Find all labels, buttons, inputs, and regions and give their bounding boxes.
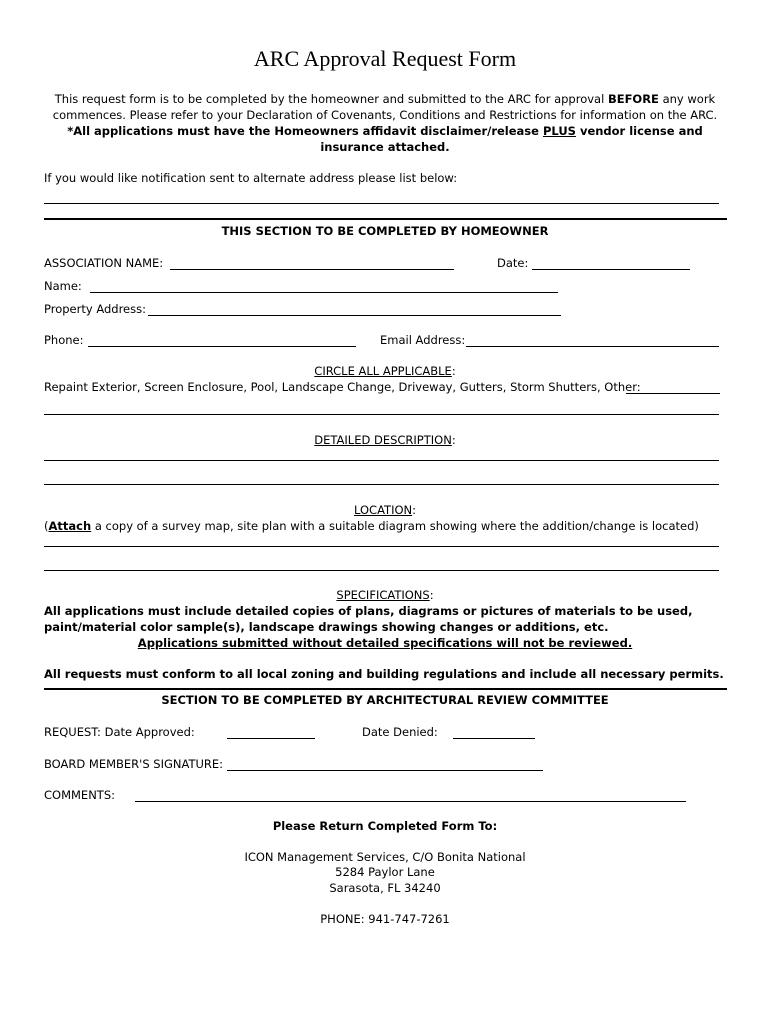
intro-line-1: This request form is to be completed by the homeowner and submitted to the ARC for approval BEFORE any work bbox=[54, 92, 716, 106]
date-approved-label: REQUEST: Date Approved: bbox=[44, 725, 195, 739]
date-denied-label: Date Denied: bbox=[362, 725, 438, 739]
intro-line-3: *All applications must have the Homeowners affidavit disclaimer/release PLUS vendor license and bbox=[67, 124, 703, 138]
name-label: Name: bbox=[44, 279, 82, 293]
email-label: Email Address: bbox=[380, 333, 466, 347]
alt-address-field[interactable] bbox=[44, 203, 719, 204]
email-field[interactable] bbox=[466, 346, 719, 347]
signature-field[interactable] bbox=[227, 770, 543, 771]
description-field-1[interactable] bbox=[44, 460, 719, 461]
circle-extra-field[interactable] bbox=[44, 414, 719, 415]
phone-label: Phone: bbox=[44, 333, 84, 347]
committee-section-heading: SECTION TO BE COMPLETED BY ARCHITECTURAL REVIEW COMMITTEE bbox=[161, 693, 609, 707]
before-emphasis: BEFORE bbox=[607, 92, 659, 106]
comments-label: COMMENTS: bbox=[44, 788, 115, 802]
attach-emphasis: Attach bbox=[48, 519, 92, 533]
committee-divider bbox=[44, 688, 727, 690]
association-name-label: ASSOCIATION NAME: bbox=[44, 256, 164, 270]
circle-heading: CIRCLE ALL APPLICABLE: bbox=[314, 364, 456, 378]
specifications-warning: Applications submitted without detailed specifications will not be reviewed. bbox=[137, 636, 633, 650]
return-company: ICON Management Services, C/O Bonita National bbox=[244, 850, 526, 864]
intro-line-4: insurance attached. bbox=[320, 140, 450, 154]
location-field-1[interactable] bbox=[44, 546, 719, 547]
property-address-field[interactable] bbox=[148, 315, 561, 316]
location-field-2[interactable] bbox=[44, 570, 719, 571]
date-approved-field[interactable] bbox=[227, 738, 315, 739]
intro-line-2: commences. Please refer to your Declaration of Covenants, Conditions and Restrictions for information on the ARC. bbox=[52, 108, 718, 122]
signature-label: BOARD MEMBER'S SIGNATURE: bbox=[44, 757, 224, 771]
plus-emphasis: PLUS bbox=[542, 124, 576, 138]
name-field[interactable] bbox=[90, 292, 558, 293]
date-denied-field[interactable] bbox=[453, 738, 535, 739]
alt-address-prompt: If you would like notification sent to alternate address please list below: bbox=[44, 171, 458, 185]
property-address-label: Property Address: bbox=[44, 302, 146, 316]
specifications-heading: SPECIFICATIONS: bbox=[336, 588, 434, 602]
description-heading: DETAILED DESCRIPTION: bbox=[314, 433, 456, 447]
zoning-note: All requests must conform to all local zoning and building regulations and include all necessary permits. bbox=[44, 667, 724, 681]
specifications-line-2: paint/material color sample(s), landscape drawings showing changes or additions, etc. bbox=[44, 620, 609, 634]
page-title: ARC Approval Request Form bbox=[253, 46, 517, 71]
date-label: Date: bbox=[497, 256, 529, 270]
comments-field[interactable] bbox=[135, 801, 686, 802]
other-field[interactable] bbox=[626, 393, 720, 394]
specifications-line-1: All applications must include detailed copies of plans, diagrams or pictures of materials to be used, bbox=[44, 604, 693, 618]
association-name-field[interactable] bbox=[170, 269, 454, 270]
circle-options: Repaint Exterior, Screen Enclosure, Pool, Landscape Change, Driveway, Gutters, Storm Shutters, Other: bbox=[44, 380, 641, 394]
description-field-2[interactable] bbox=[44, 484, 719, 485]
return-phone: PHONE: 941-747-7261 bbox=[320, 912, 450, 926]
date-field[interactable] bbox=[532, 269, 690, 270]
return-street: 5284 Paylor Lane bbox=[335, 865, 435, 879]
location-instructions: (Attach a copy of a survey map, site plan with a suitable diagram showing where the addition/change is located) bbox=[44, 519, 699, 533]
phone-field[interactable] bbox=[88, 346, 356, 347]
section-divider bbox=[44, 218, 727, 220]
location-heading: LOCATION: bbox=[354, 503, 416, 517]
return-city: Sarasota, FL 34240 bbox=[329, 881, 441, 895]
homeowner-section-heading: THIS SECTION TO BE COMPLETED BY HOMEOWNER bbox=[221, 224, 549, 238]
return-heading: Please Return Completed Form To: bbox=[272, 819, 498, 833]
